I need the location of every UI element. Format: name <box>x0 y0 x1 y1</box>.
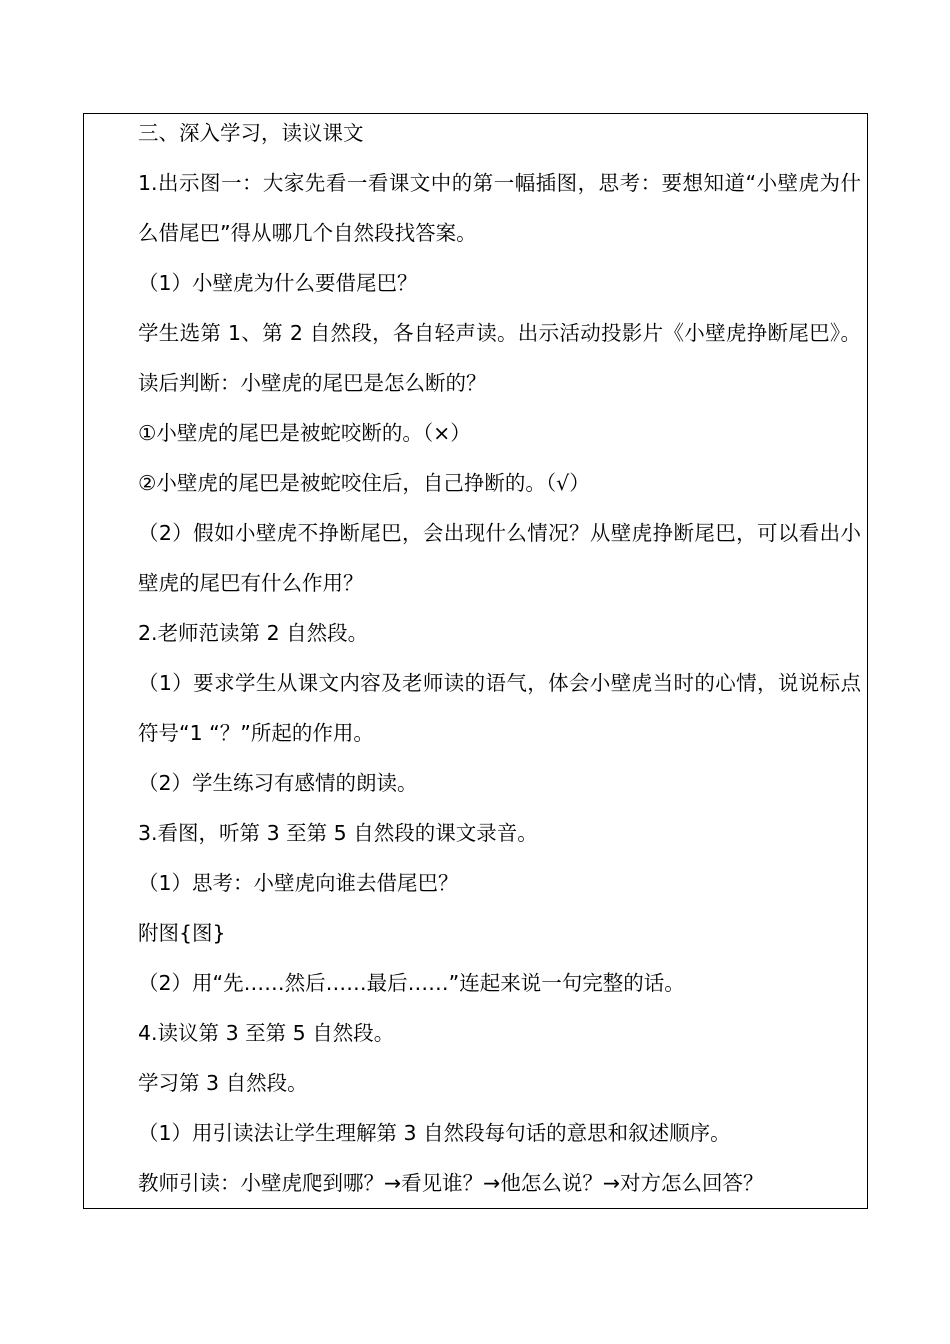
paragraph-student-reading: 学生选第 1、第 2 自然段，各自轻声读。出示活动投影片《小壁虎挣断尾巴》。读后判断：小壁虎的尾巴是怎么断的？ <box>138 321 861 395</box>
paragraph-step-2-item-1: （1）要求学生从课文内容及老师读的语气，体会小壁虎当时的心情，说说标点符号“1 “？”所起的作用。 <box>138 671 861 745</box>
section-heading: 三、深入学习，读议课文 <box>138 121 364 145</box>
paragraph-question-1: （1）小壁虎为什么要借尾巴？ <box>138 271 418 295</box>
paragraph-judgement-1: ①小壁虎的尾巴是被蛇咬断的。（×） <box>138 421 471 445</box>
paragraph-judgement-2: ②小壁虎的尾巴是被蛇咬住后，自己挣断的。（√） <box>138 471 590 495</box>
paragraph-question-2: （2）假如小壁虎不挣断尾巴，会出现什么情况？从壁虎挣断尾巴，可以看出小壁虎的尾巴有什么作用？ <box>138 521 861 595</box>
paragraph-step-2: 2.老师范读第 2 自然段。 <box>138 621 369 645</box>
paragraph-figure-note: 附图{图} <box>138 921 226 945</box>
paragraph-study-section-3: 学习第 3 自然段。 <box>138 1071 308 1095</box>
paragraph-step-1: 1.出示图一：大家先看一看课文中的第一幅插图，思考：要想知道“小壁虎为什么借尾巴”得从哪几个自然段找答案。 <box>138 171 861 245</box>
paragraph-step-4-item-1: （1）用引读法让学生理解第 3 自然段每句话的意思和叙述顺序。 <box>138 1121 731 1145</box>
paragraph-step-3-item-1: （1）思考：小壁虎向谁去借尾巴？ <box>138 871 459 895</box>
paragraph-step-2-item-2: （2）学生练习有感情的朗读。 <box>138 771 418 795</box>
paragraph-step-3: 3.看图，听第 3 至第 5 自然段的课文录音。 <box>138 821 538 845</box>
paragraph-teacher-guide: 教师引读：小壁虎爬到哪？→看见谁？→他怎么说？→对方怎么回答？ <box>138 1171 764 1195</box>
paragraph-step-4: 4.读议第 3 至第 5 自然段。 <box>138 1021 395 1045</box>
lesson-plan-table-cell <box>83 113 868 1209</box>
paragraph-step-3-item-2: （2）用“先……然后……最后……”连起来说一句完整的话。 <box>138 971 685 995</box>
